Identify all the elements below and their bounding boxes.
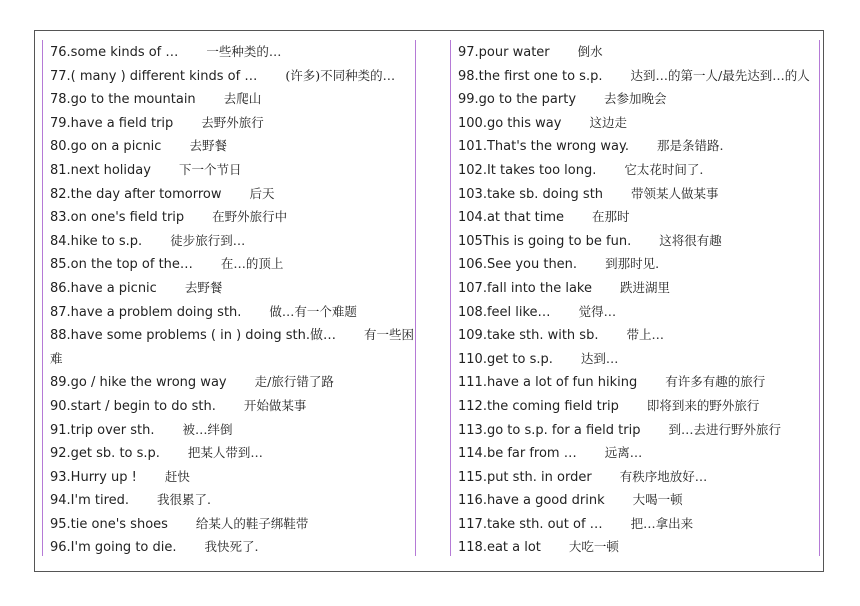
phrase-entry (50, 253, 415, 277)
english-phrase: 100.go this way (458, 115, 562, 131)
phrase-entry (50, 65, 415, 89)
phrase-entry (50, 513, 415, 537)
chinese-translation: 我快死了. (204, 539, 259, 555)
phrase-entry (458, 206, 819, 230)
chinese-translation: 去野餐 (189, 138, 227, 154)
english-phrase: 107.fall into the lake (458, 280, 592, 296)
chinese-translation: 赶快 (164, 468, 190, 484)
english-phrase: 96.I'm going to die. (50, 540, 177, 556)
chinese-translation: 走/旅行错了路 (254, 374, 334, 390)
phrase-entry (50, 277, 415, 301)
english-phrase: 92.get sb. to s.p. (50, 446, 160, 462)
chinese-translation: 后天 (249, 185, 275, 201)
english-phrase: 99.go to the party (458, 92, 577, 108)
chinese-translation: 开始做某事 (243, 397, 307, 413)
phrase-entry (458, 324, 819, 348)
english-phrase: 98.the first one to s.p. (458, 68, 603, 84)
chinese-translation: 达到… (580, 350, 619, 366)
english-phrase: 106.See you then. (458, 257, 578, 273)
chinese-translation: 带领某人做某事 (631, 185, 719, 201)
chinese-translation: 在野外旅行中 (212, 209, 288, 225)
english-phrase: 85.on the top of the… (50, 257, 193, 273)
english-phrase: 101.That's the wrong way. (458, 139, 629, 155)
english-phrase: 112.the coming field trip (458, 398, 619, 414)
english-phrase: 103.take sb. doing sth (458, 186, 604, 202)
chinese-translation: 徒步旅行到… (170, 232, 246, 248)
chinese-translation: 大吃一顿 (568, 539, 619, 555)
chinese-translation: 在…的顶上 (220, 256, 284, 272)
phrase-entry (50, 112, 415, 136)
english-phrase: 93.Hurry up ! (50, 469, 137, 485)
chinese-translation: 我很累了. (157, 492, 212, 508)
phrase-entry (458, 65, 819, 89)
chinese-translation: 到那时见. (605, 256, 660, 272)
phrase-entry (50, 159, 415, 183)
phrase-entry (50, 324, 415, 371)
chinese-translation: 有秩序地放好… (619, 468, 708, 484)
chinese-translation: 把某人带到… (187, 445, 263, 461)
phrase-entry (458, 183, 819, 207)
chinese-translation: 被…绊倒 (182, 421, 233, 437)
phrase-entry (50, 206, 415, 230)
english-phrase: 83.on one's field trip (50, 210, 185, 226)
english-phrase: 105This is going to be fun. (458, 233, 632, 249)
phrase-entry (458, 442, 819, 466)
phrase-entry (458, 230, 819, 254)
english-phrase: 97.pour water (458, 45, 550, 60)
phrase-entry (50, 135, 415, 159)
right-phrase-list (451, 40, 819, 560)
english-phrase: 110.get to s.p. (458, 351, 553, 367)
chinese-translation: 达到…的第一人/最先达到…的人 (630, 67, 810, 83)
phrase-entry (458, 88, 819, 112)
chinese-translation: 去野餐 (184, 279, 223, 295)
phrase-entry (458, 41, 819, 65)
english-phrase: 88.have some problems ( in ) doing sth.做… (50, 328, 336, 344)
chinese-translation: 跌进湖里 (620, 279, 671, 295)
phrase-entry (50, 41, 415, 65)
chinese-translation: 即将到来的野外旅行 (646, 397, 760, 413)
english-phrase: 114.be far from … (458, 446, 577, 462)
english-phrase: 102.It takes too long. (458, 162, 597, 178)
phrase-entry (50, 230, 415, 254)
english-phrase: 94.I'm tired. (50, 493, 130, 509)
english-phrase: 90.start / begin to do sth. (50, 398, 216, 414)
phrase-entry (458, 489, 819, 513)
phrase-entry (458, 253, 819, 277)
chinese-translation: 做…有一个难题 (269, 303, 357, 319)
english-phrase: 113.go to s.p. for a field trip (458, 422, 641, 438)
chinese-translation: 有许多有趣的旅行 (665, 374, 766, 390)
chinese-translation: 去参加晚会 (604, 91, 667, 107)
vocabulary-table-frame (34, 30, 824, 572)
chinese-translation: 远离… (604, 445, 643, 461)
chinese-translation: 去野外旅行 (201, 114, 264, 130)
phrase-entry (458, 301, 819, 325)
english-phrase: 91.trip over sth. (50, 422, 155, 438)
phrase-entry (50, 371, 415, 395)
chinese-translation: 那是条错路. (656, 138, 724, 154)
phrase-entry (458, 513, 819, 537)
phrase-entry (50, 442, 415, 466)
english-phrase: 95.tie one's shoes (50, 516, 168, 532)
phrase-entry (50, 466, 415, 490)
phrase-entry (50, 489, 415, 513)
phrase-entry (458, 135, 819, 159)
english-phrase: 87.have a problem doing sth. (50, 304, 242, 320)
english-phrase: 108.feel like… (458, 304, 551, 320)
chinese-translation: 在那时 (592, 209, 630, 225)
phrase-entry (458, 466, 819, 490)
english-phrase: 84.hike to s.p. (50, 233, 143, 249)
english-phrase: 79.have a field trip (50, 115, 174, 131)
chinese-translation: 它太花时间了. (624, 161, 704, 177)
phrase-entry (458, 277, 819, 301)
english-phrase: 78.go to the mountain (50, 92, 196, 108)
english-phrase: 117.take sth. out of … (458, 516, 603, 532)
phrase-entry (458, 536, 819, 560)
chinese-translation: 把…拿出来 (630, 515, 694, 531)
english-phrase: 116.have a good drink (458, 493, 605, 509)
chinese-translation: (许多)不同种类的… (285, 67, 396, 83)
phrase-entry (458, 112, 819, 136)
chinese-translation: 给某人的鞋子绑鞋带 (195, 515, 309, 531)
phrase-entry (50, 88, 415, 112)
chinese-translation: 倒水 (577, 44, 603, 59)
phrase-entry (50, 301, 415, 325)
english-phrase: 104.at that time (458, 210, 565, 226)
english-phrase: 82.the day after tomorrow (50, 186, 222, 202)
chinese-translation: 觉得… (578, 303, 617, 319)
english-phrase: 76.some kinds of … (50, 45, 179, 60)
english-phrase: 81.next holiday (50, 162, 151, 178)
chinese-translation: 这边走 (589, 114, 627, 130)
chinese-translation: 有一些困难 (50, 327, 415, 366)
english-phrase: 77.( many ) different kinds of … (50, 68, 258, 84)
right-column (450, 40, 820, 556)
phrase-entry (50, 419, 415, 443)
phrase-entry (458, 348, 819, 372)
chinese-translation: 带上… (626, 327, 664, 343)
left-phrase-list (43, 40, 415, 560)
chinese-translation: 一些种类的… (206, 44, 282, 59)
phrase-entry (458, 159, 819, 183)
chinese-translation: 到…去进行野外旅行 (668, 421, 781, 437)
phrase-entry (458, 419, 819, 443)
english-phrase: 86.have a picnic (50, 280, 157, 296)
english-phrase: 89.go / hike the wrong way (50, 375, 227, 391)
chinese-translation: 大喝一顿 (632, 492, 683, 508)
english-phrase: 109.take sth. with sb. (458, 328, 599, 344)
english-phrase: 118.eat a lot (458, 540, 541, 556)
left-column (42, 40, 416, 556)
chinese-translation: 去爬山 (223, 91, 262, 107)
phrase-entry (50, 395, 415, 419)
phrase-entry (50, 536, 415, 560)
chinese-translation: 下一个节日 (178, 161, 242, 177)
phrase-entry (458, 395, 819, 419)
english-phrase: 111.have a lot of fun hiking (458, 375, 638, 391)
english-phrase: 80.go on a picnic (50, 139, 162, 155)
phrase-entry (50, 183, 415, 207)
english-phrase: 115.put sth. in order (458, 469, 592, 485)
phrase-entry (458, 371, 819, 395)
chinese-translation: 这将很有趣 (659, 232, 722, 248)
